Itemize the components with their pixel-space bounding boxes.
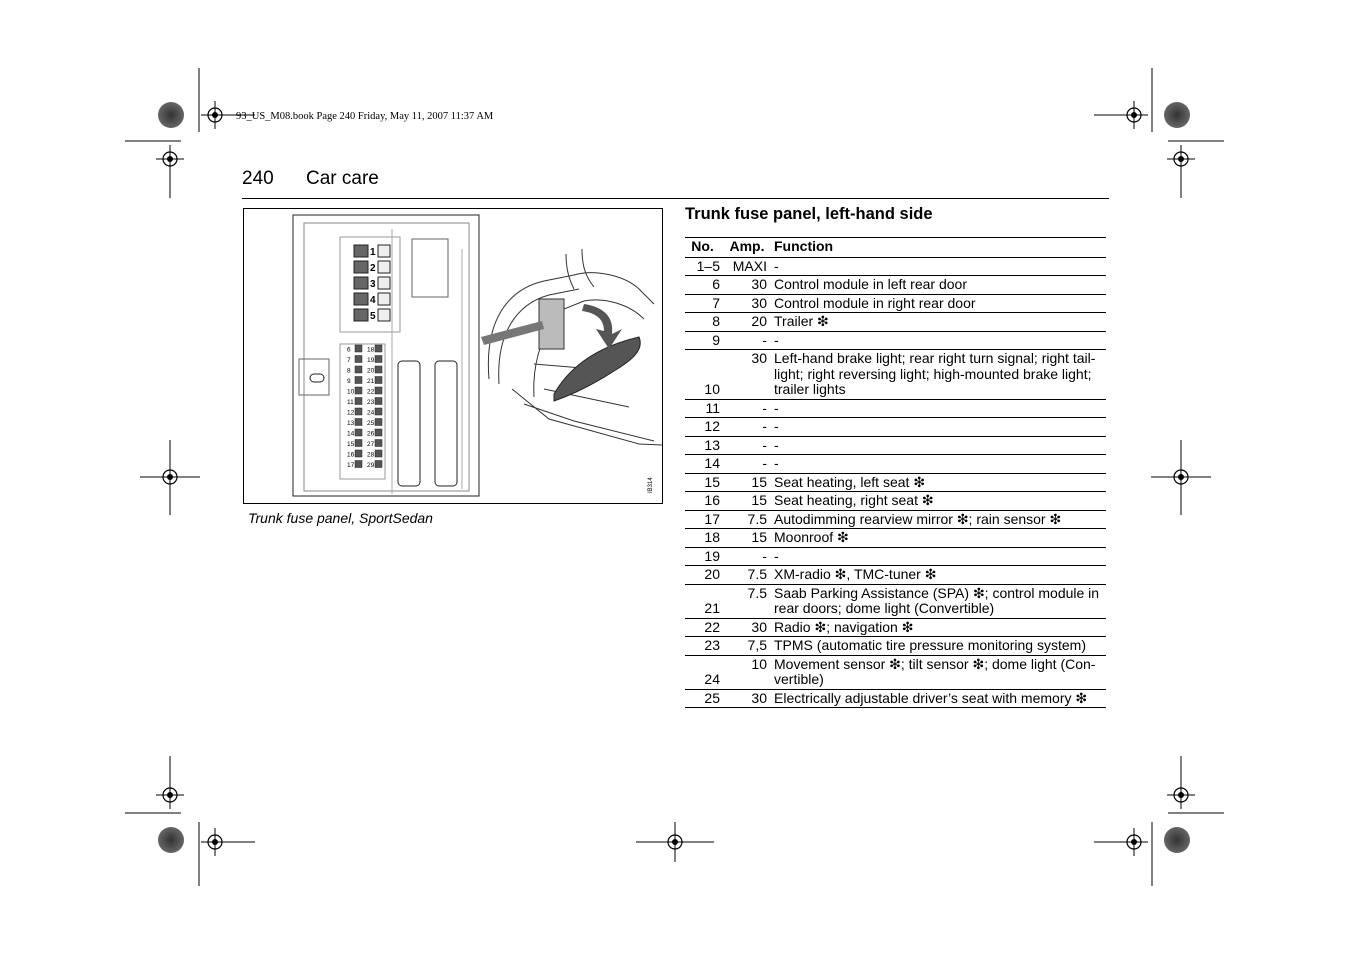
cell-amp: -	[720, 436, 774, 455]
section-title: Car care	[306, 168, 379, 189]
small-fuse-label: 20	[367, 367, 375, 375]
cell-amp: 15	[720, 473, 774, 492]
small-fuse	[375, 419, 382, 426]
maxi-fuse-slot	[378, 261, 390, 273]
cell-amp: 7.5	[720, 566, 774, 585]
small-fuse	[355, 461, 362, 468]
cell-no: 19	[685, 547, 720, 566]
small-fuse-label: 23	[367, 399, 375, 406]
cell-function: Movement sensor ❇; tilt sensor ❇; dome light (Con-vertible)	[774, 655, 1106, 689]
maxi-fuse	[354, 293, 368, 305]
table-row	[685, 276, 1106, 295]
cell-function: TPMS (automatic tire pressure monitoring system)	[774, 637, 1106, 656]
cell-amp: 10	[720, 655, 774, 689]
maxi-fuse-label: 1	[370, 247, 376, 258]
cell-no: 8	[685, 313, 720, 332]
cell-no: 7	[685, 294, 720, 313]
small-fuse-label: 24	[367, 409, 375, 417]
cell-function: -	[774, 257, 1106, 276]
cell-no: 18	[685, 529, 720, 548]
cell-no: 1–5	[685, 257, 720, 276]
cell-function: Seat heating, right seat ❇	[774, 492, 1106, 511]
cell-function: XM-radio ❇, TMC-tuner ❇	[774, 566, 1106, 585]
figure-code: IB314	[648, 477, 654, 493]
small-fuse-label: 19	[367, 357, 375, 364]
fuse-table	[685, 237, 1106, 708]
table-row	[685, 313, 1106, 332]
small-fuse	[355, 345, 362, 352]
cell-amp: -	[720, 399, 774, 418]
table-header-row	[685, 238, 1106, 258]
small-fuse-label: 29	[367, 462, 375, 469]
cell-amp: MAXI	[720, 257, 774, 276]
small-fuse-label: 26	[367, 430, 375, 438]
small-fuse-label: 22	[367, 388, 375, 396]
small-fuse	[375, 429, 382, 436]
cell-function: Moonroof ❇	[774, 529, 1106, 548]
table-row	[685, 492, 1106, 511]
table-row	[685, 566, 1106, 585]
cell-amp: -	[720, 455, 774, 474]
small-fuse-label: 17	[347, 462, 355, 469]
header-function: Function	[774, 238, 1106, 258]
small-fuse-label: 12	[347, 409, 355, 417]
table-row	[685, 618, 1106, 637]
small-fuse	[355, 440, 362, 447]
fuse-panel-illustration	[244, 209, 662, 503]
cell-function: -	[774, 331, 1106, 350]
table-title: Trunk fuse panel, left-hand side	[685, 205, 933, 223]
table-row	[685, 257, 1106, 276]
small-fuse-label: 11	[347, 399, 354, 406]
cell-amp: 15	[720, 492, 774, 511]
cell-function: Left-hand brake light; rear right turn signal; right tail-light; right reversing light; high-mounted brake light; trailer lights	[774, 350, 1106, 400]
table-row	[685, 637, 1106, 656]
table-row	[685, 294, 1106, 313]
cell-amp: 30	[720, 689, 774, 708]
table-row	[685, 436, 1106, 455]
small-fuse-label: 18	[367, 346, 375, 354]
small-fuse	[355, 408, 362, 415]
cell-amp: -	[720, 418, 774, 437]
header-rule	[242, 198, 1109, 199]
table-row	[685, 418, 1106, 437]
cell-function: -	[774, 418, 1106, 437]
cell-function: -	[774, 436, 1106, 455]
table-row	[685, 547, 1106, 566]
cell-no: 23	[685, 637, 720, 656]
small-fuse	[375, 345, 382, 352]
cell-function: Autodimming rearview mirror ❇; rain sensor ❇	[774, 510, 1106, 529]
maxi-fuse-label: 2	[370, 263, 376, 274]
small-fuse-label: 15	[347, 441, 355, 448]
small-fuse	[355, 387, 362, 394]
cell-function: -	[774, 455, 1106, 474]
cell-amp: 15	[720, 529, 774, 548]
small-fuse	[375, 387, 382, 394]
cell-no: 20	[685, 566, 720, 585]
maxi-fuse-label: 3	[370, 279, 376, 290]
page-number: 240	[242, 168, 274, 189]
cell-no: 13	[685, 436, 720, 455]
table-row	[685, 399, 1106, 418]
small-fuse-label: 28	[367, 451, 375, 459]
cell-no: 16	[685, 492, 720, 511]
table-row	[685, 655, 1106, 689]
cell-no: 17	[685, 510, 720, 529]
maxi-fuse-slot	[378, 245, 390, 257]
maxi-fuse	[354, 245, 368, 257]
cell-no: 15	[685, 473, 720, 492]
cell-amp: 20	[720, 313, 774, 332]
table-row	[685, 331, 1106, 350]
small-fuse	[355, 398, 362, 405]
cell-function: -	[774, 547, 1106, 566]
small-fuse	[355, 377, 362, 384]
small-fuse	[355, 419, 362, 426]
print-header: 93_US_M08.book Page 240 Friday, May 11, 2007 11:37 AM	[236, 111, 494, 122]
cell-no: 11	[685, 399, 720, 418]
cell-amp: 7.5	[720, 584, 774, 618]
small-fuse-label: 10	[347, 388, 355, 396]
maxi-fuse	[354, 277, 368, 289]
cell-no: 24	[685, 655, 720, 689]
table-row	[685, 350, 1106, 400]
table-row	[685, 510, 1106, 529]
small-fuse	[375, 408, 382, 415]
cell-function: Electrically adjustable driver’s seat with memory ❇	[774, 689, 1106, 708]
small-fuse-label: 13	[347, 420, 355, 427]
small-fuse	[375, 356, 382, 363]
table-row	[685, 689, 1106, 708]
cell-amp: 7,5	[720, 637, 774, 656]
table-row	[685, 473, 1106, 492]
maxi-fuse	[354, 261, 368, 273]
cell-no: 21	[685, 584, 720, 618]
cell-function: Control module in right rear door	[774, 294, 1106, 313]
table-row	[685, 584, 1106, 618]
cell-amp: -	[720, 547, 774, 566]
header-no: No.	[685, 238, 720, 258]
cell-amp: 7.5	[720, 510, 774, 529]
small-fuse-label: 7	[347, 357, 351, 364]
cell-amp: 30	[720, 350, 774, 400]
cell-no: 12	[685, 418, 720, 437]
cell-function: Trailer ❇	[774, 313, 1106, 332]
cell-amp: 30	[720, 276, 774, 295]
figure-caption: Trunk fuse panel, SportSedan	[248, 510, 433, 526]
maxi-fuse-label: 4	[370, 295, 376, 306]
cell-function: Saab Parking Assistance (SPA) ❇; control module in rear doors; dome light (Convertible)	[774, 584, 1106, 618]
cell-function: -	[774, 399, 1106, 418]
small-fuse	[375, 366, 382, 373]
small-fuse-label: 25	[367, 420, 375, 427]
cell-amp: 30	[720, 294, 774, 313]
table-row	[685, 455, 1106, 474]
cell-no: 6	[685, 276, 720, 295]
cell-amp: -	[720, 331, 774, 350]
cell-amp: 30	[720, 618, 774, 637]
small-fuse-label: 21	[367, 378, 375, 385]
small-fuse-label: 16	[347, 451, 355, 459]
small-fuse	[375, 450, 382, 457]
small-fuse	[375, 440, 382, 447]
maxi-fuse-slot	[378, 277, 390, 289]
table-row	[685, 529, 1106, 548]
small-fuse	[355, 366, 362, 373]
cell-no: 25	[685, 689, 720, 708]
maxi-fuse-slot	[378, 293, 390, 305]
small-fuse	[355, 356, 362, 363]
small-fuse-label: 6	[347, 346, 351, 354]
cell-function: Seat heating, left seat ❇	[774, 473, 1106, 492]
cell-function: Radio ❇; navigation ❇	[774, 618, 1106, 637]
maxi-fuse-label: 5	[370, 311, 376, 322]
small-fuse	[375, 377, 382, 384]
cell-no: 14	[685, 455, 720, 474]
header-amp: Amp.	[720, 238, 774, 258]
small-fuse	[375, 398, 382, 405]
small-fuse-label: 8	[347, 367, 351, 375]
maxi-fuse-slot	[378, 309, 390, 321]
cell-no: 10	[685, 350, 720, 400]
small-fuse	[355, 450, 362, 457]
cell-function: Control module in left rear door	[774, 276, 1106, 295]
fuse-panel-figure	[243, 208, 663, 504]
small-fuse-label: 27	[367, 441, 375, 448]
small-fuse-label: 9	[347, 378, 351, 385]
small-fuse	[375, 461, 382, 468]
maxi-fuse	[354, 309, 368, 321]
cell-no: 9	[685, 331, 720, 350]
small-fuse	[355, 429, 362, 436]
cell-no: 22	[685, 618, 720, 637]
small-fuse-label: 14	[347, 430, 355, 438]
